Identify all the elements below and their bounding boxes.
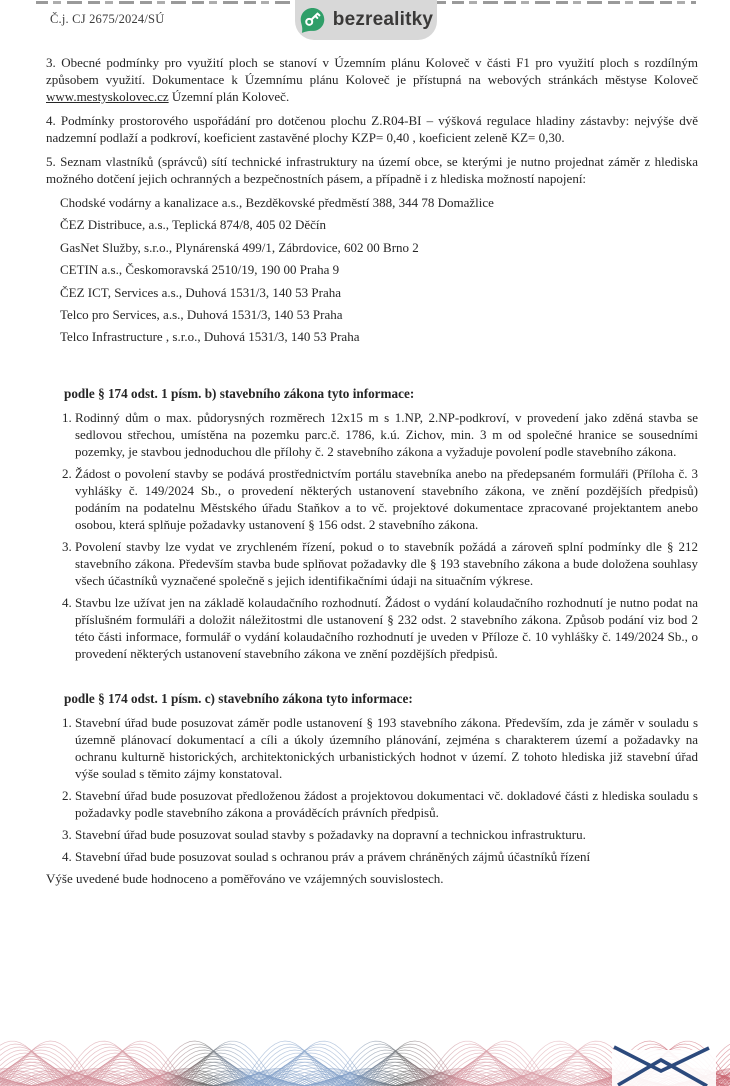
paragraph-3-tail: Územní plán Koloveč. [168, 89, 290, 104]
item-text: Žádost o povolení stavby se podává prostřednictvím portálu stavebníka anebo na předepsaném formuláři (Příloha č. 3 vyhlášky č. 149/2024 Sb., o provedení některých ustanovení stavebního zákona, ve znění pozdějších předpisů) podáním na podatelnu Městského úřadu Staňkov a to vč. projektové dokumentace zpracované projektantem anebo osobou, která splňuje požadavky ustanovení § 156 odst. 2 stavebního zákona. [75, 466, 698, 533]
paragraph-3-text: 3. Obecné podmínky pro využití ploch se stanoví v Územním plánu Koloveč v části F1 pro využití ploch s rozdílným způsobem využití. Dokumentace k Územnímu plánu Koloveč je přístupná na webových stránkách městyse Koloveč [46, 55, 698, 87]
envelope-icon [612, 1044, 716, 1086]
numbered-item [62, 848, 698, 865]
paragraph-5: 5. Seznam vlastníků (správců) sítí technické infrastruktury na území obce, se kterými je nutno projednat záměr z hlediska možného dotčení jejich ochranných a bezpečnostních pásem, a případně i z hlediska možností napojení: [46, 154, 698, 186]
item-text: Stavební úřad bude posuzovat předloženou žádost a projektovou dokumentaci vč. dokladové části z hlediska souladu s požadavky podle stavebního zákona a prováděcích právních předpisů. [75, 788, 698, 821]
item-number: 4. [62, 849, 72, 865]
list-item: Telco Infrastructure , s.r.o., Duhová 1531/3, 140 53 Praha [60, 329, 360, 345]
item-text: Stavbu lze užívat jen na základě kolaudačního rozhodnutí. Žádost o vydání kolaudačního rozhodnutí je nutno podat na příslušném formuláři a doložit náležitostmi dle ustanovení § 232 odst. 2 stavebního zákona. Způsob podání viz bod 2 této části informace, formulář o vydání kolaudačního rozhodnutí je uveden v Příloze č. 10 vyhlášky č. 149/2024 Sb., o provedení některých ustanovení stavebního zákona ve znění pozdějších předpisů. [75, 595, 698, 662]
item-number: 3. [62, 827, 72, 843]
list-item: Chodské vodárny a kanalizace a.s., Bezděkovské předměstí 388, 344 78 Domažlice [60, 195, 494, 210]
pin-key-icon [299, 7, 326, 34]
file-number: Č.j. CJ 2675/2024/SÚ [50, 12, 165, 26]
paragraph-3 [46, 54, 698, 105]
item-number: 2. [62, 788, 72, 804]
section-c-heading: podle § 174 odst. 1 písm. c) stavebního zákona tyto informace: [64, 691, 413, 707]
item-number: 3. [62, 539, 72, 555]
item-number: 4. [62, 595, 72, 611]
item-number: 2. [62, 466, 72, 482]
item-text: Stavební úřad bude posuzovat záměr podle ustanovení § 193 stavebního zákona. Především, zda je záměr v souladu s územně plánovací dokumentací a cíli a úkoly územního plánování, zejména s charakterem území a požadavky na ochranu kulturně historických, architektonických urbanistických hodnot v území. Z tohoto hlediska již stavební úřad výše soulad s těmito zájmy konstatoval. [75, 715, 698, 782]
item-text: Stavební úřad bude posuzovat soulad stavby s požadavky na dopravní a technickou infrastrukturu. [75, 827, 586, 843]
list-item: Telco pro Services, a.s., Duhová 1531/3, 140 53 Praha [60, 306, 343, 322]
numbered-item [62, 787, 698, 821]
section-b-list [62, 409, 698, 662]
numbered-item [62, 409, 698, 460]
list-item: CETIN a.s., Českomoravská 2510/19, 190 00 Praha 9 [60, 262, 340, 278]
list-item: ČEZ Distribuce, a.s., Teplická 874/8, 405 02 Děčín [60, 217, 327, 233]
mestyskolovec-link[interactable]: www.mestyskolovec.cz [46, 89, 169, 104]
item-text: Stavební úřad bude posuzovat soulad s ochranou práv a právem chráněných zájmů účastníků řízení [75, 849, 591, 865]
numbered-item [62, 826, 698, 843]
bezrealitky-logo-badge [295, 0, 437, 40]
numbered-item [62, 594, 698, 662]
closing-line: Výše uvedené bude hodnoceno a poměřováno ve vzájemných souvislostech. [46, 871, 444, 887]
section-b-heading: podle § 174 odst. 1 písm. b) stavebního zákona tyto informace: [64, 386, 415, 402]
item-text: Povolení stavby lze vydat ve zrychleném řízení, pokud o to stavebník požádá a zároveň splní podmínky dle § 212 stavebního zákona. Především stavba bude splňovat požadavky dle § 193 stavebního zákona a bude doložena souhlasy všech účastníků vyznačené společně s jejich identifikačními údaji na situačním výkrese. [75, 539, 698, 589]
document-text [46, 54, 698, 887]
item-text: Rodinný dům o max. půdorysných rozměrech 12x15 m s 1.NP, 2.NP-podkroví, v provedení jako zděná stavba se sedlovou střechou, umístěna na pozemku parc.č. 1786, k.ú. Zichov, min. 3 m od společné hranice se sousedními pozemky, je stavbou jednoduchou dle přílohy č. 2 stavebního zákona a vyžaduje povolení podle stavebního zákona. [75, 410, 698, 460]
logo-text: bezrealitky [332, 8, 434, 30]
list-item: GasNet Služby, s.r.o., Plynárenská 499/1, Zábrdovice, 602 00 Brno 2 [60, 239, 419, 255]
numbered-item [62, 714, 698, 782]
item-number: 1. [62, 715, 72, 731]
numbered-item [62, 465, 698, 533]
list-item: ČEZ ICT, Services a.s., Duhová 1531/3, 140 53 Praha [60, 284, 342, 300]
item-number: 1. [62, 410, 72, 426]
section-c-list [62, 714, 698, 865]
numbered-item [62, 538, 698, 589]
owners-list [60, 194, 698, 345]
paragraph-4: 4. Podmínky prostorového uspořádání pro dotčenou plochu Z.R04-BI – výšková regulace hladiny zástavby: nejvýše dvě nadzemní podlaží a podkroví, koeficient zastavěné plochy KZP= 0,40 , koeficient zeleně KZ= 0,30. [46, 113, 698, 145]
